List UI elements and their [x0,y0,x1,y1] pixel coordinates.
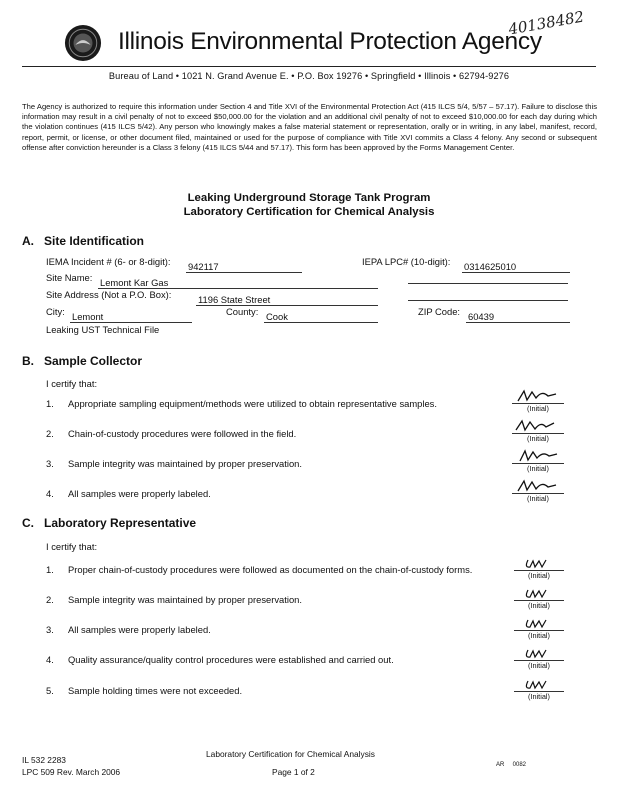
list-item: 4. All samples were properly labeled. [46,488,211,499]
zip-code-field[interactable]: 60439 [466,311,570,323]
initial-box[interactable] [514,585,564,610]
initial-box[interactable] [514,555,564,580]
list-item: 2. Sample integrity was maintained by proper preservation. [46,594,302,605]
site-name-field[interactable]: Lemont Kar Gas [98,277,378,289]
initial-signature [514,676,564,692]
initial-signature [512,418,564,434]
city-field[interactable]: Lemont [70,311,192,323]
iepa-lpc-field[interactable]: 0314625010 [462,261,570,273]
initial-caption: (Initial) [528,601,550,610]
initial-caption: (Initial) [528,661,550,670]
section-letter: C. [22,516,34,530]
initial-signature [514,585,564,601]
initial-signature [514,555,564,571]
site-address-label: Site Address (Not a P.O. Box): [46,289,172,300]
initial-signature [512,478,564,494]
list-item: 1. Proper chain-of-custody procedures were followed as documented on the chain-of-custody forms. [46,564,473,575]
list-item: 4. Quality assurance/quality control procedures were established and carried out. [46,654,394,665]
list-item: 3. Sample integrity was maintained by proper preservation. [46,458,302,469]
initial-box[interactable] [512,448,564,473]
footer-form-title: Laboratory Certification for Chemical Analysis [206,749,375,759]
footer-stamp: AR 0082 [496,762,527,768]
list-item: 2. Chain-of-custody procedures were followed in the field. [46,428,297,439]
footer-revision: LPC 509 Rev. March 2006 [22,767,121,777]
initial-box[interactable] [512,418,564,443]
initial-caption: (Initial) [527,494,549,503]
county-field[interactable]: Cook [264,311,378,323]
initial-caption: (Initial) [528,571,550,580]
iepa-lpc-label: IEPA LPC# (10-digit): [362,256,451,267]
section-b-heading [22,354,142,368]
initial-caption: (Initial) [528,692,550,701]
iema-incident-field[interactable]: 942117 [186,261,302,273]
state-seal-icon [64,24,102,62]
initial-caption: (Initial) [527,464,549,473]
initial-box[interactable] [514,676,564,701]
sample-collector-certify-text: I certify that: [46,378,98,389]
initial-signature [512,388,564,404]
list-item: 1. Appropriate sampling equipment/methods were utilized to obtain representative samples. [46,398,437,409]
site-address-continuation-line [408,300,568,301]
section-letter: B. [22,354,34,368]
agency-name: Illinois Environmental Protection Agency [118,28,542,55]
lab-representative-certify-text: I certify that: [46,541,98,552]
site-name-continuation-line [408,283,568,284]
county-label: County: [226,306,259,317]
initial-box[interactable] [514,615,564,640]
initial-box[interactable] [512,478,564,503]
initial-signature [514,615,564,631]
site-address-field[interactable]: 1196 State Street [196,294,378,306]
initial-signature [514,645,564,661]
initial-caption: (Initial) [528,631,550,640]
form-title-certification: Laboratory Certification for Chemical Analysis [183,206,435,218]
section-a-heading [22,234,144,248]
header-divider [22,66,596,67]
legal-disclaimer: The Agency is authorized to require this information under Section 4 and Title XVI of the Environmental Protection Act (415 ILCS 5/4, 5/57 – 57.17). Failure to disclose this information may result in a civil penalty of not to exceed $50,000.00 for the violation and an additional civil penalty of not to exceed $10,000.00 for each day during which the violation continues (415 ILCS 5/42). Any person who knowingly makes a false material statement or representation, orally or in writing, in any label, manifest, record, report, permit, or license, or other document filed, maintained or used for the purpose of compliance with Title XVI commits a Class 4 felony. Any second or subsequent offense after conviction hereunder is a Class 3 felony (415 ILCS 5/44 and 57.17). This form has been approved by the Forms Management Center. [22,102,597,152]
list-item: 5. Sample holding times were not exceeded. [46,685,243,696]
initial-caption: (Initial) [527,434,549,443]
section-title: Laboratory Representative [44,516,197,530]
city-label: City: [46,306,65,317]
section-letter: A. [22,234,34,248]
initial-signature [512,448,564,464]
initial-box[interactable] [514,645,564,670]
list-item: 3. All samples were properly labeled. [46,624,211,635]
section-title: Sample Collector [44,354,143,368]
section-c-heading [22,516,196,530]
footer-form-id: IL 532 2283 [22,755,66,765]
site-name-label: Site Name: [46,272,93,283]
initial-box[interactable] [512,388,564,413]
agency-address: Bureau of Land • 1021 N. Grand Avenue E. • P.O. Box 19276 • Springfield • Illinois • 62794-9276 [108,71,510,81]
form-title-program: Leaking Underground Storage Tank Program [187,192,431,204]
initial-caption: (Initial) [527,404,549,413]
handwritten-document-number: 40138482 [507,7,586,39]
iema-incident-label: IEMA Incident # (6- or 8-digit): [46,256,171,267]
section-title: Site Identification [44,234,145,248]
footer-page-number: Page 1 of 2 [272,767,315,777]
zip-code-label: ZIP Code: [418,306,461,317]
technical-file-label: Leaking UST Technical File [46,324,160,335]
